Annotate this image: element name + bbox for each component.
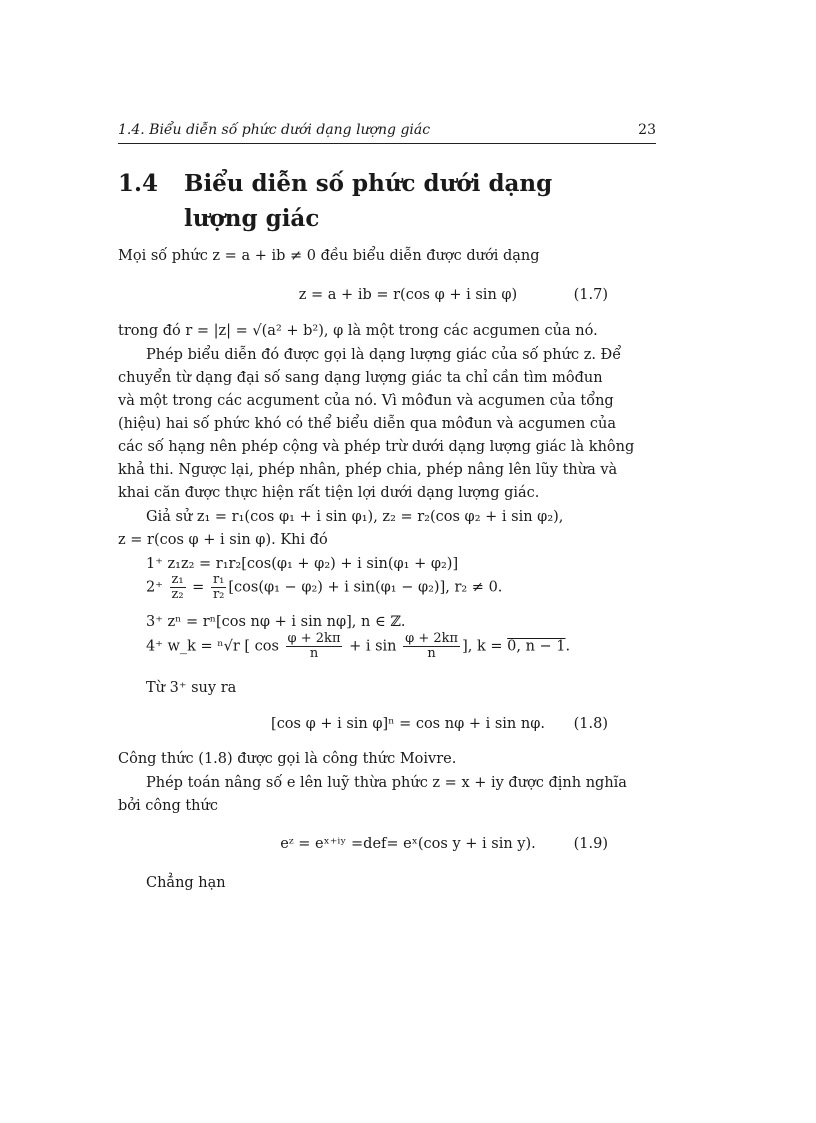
item-label: 2⁺ — [146, 579, 163, 596]
numerator: z₁ — [171, 572, 184, 587]
denominator: n — [309, 646, 319, 661]
paragraph-line: Chẳng hạn — [146, 875, 226, 891]
fraction — [170, 573, 186, 602]
paragraph-line: Phép biểu diễn đó được gọi là dạng lượng giác của số phức z. Để — [146, 347, 622, 363]
item-text: ], k = — [462, 638, 503, 655]
item-label: 4⁺ w_k = ⁿ√r [ cos — [146, 638, 279, 655]
list-item-4: 4⁺ w_k = ⁿ√r [ cos $\frac{\varphi + 2k\pi}{n}$ + i sin $\frac{\varphi + 2k\pi}{n}$ ], k = 0, n − 1. — [146, 631, 571, 661]
equation-number: (1.7) — [573, 287, 608, 303]
section-number: 1.4 — [118, 170, 159, 197]
paragraph-line: Giả sử z₁ = r₁(cos φ₁ + i sin φ₁), z₂ = r₂(cos φ₂ + i sin φ₂), — [146, 509, 564, 525]
paragraph-line: trong đó r = |z| = √(a² + b²), φ là một trong các acgumen của nó. — [118, 323, 598, 339]
paragraph-line: (hiệu) hai số phức khó có thể biểu diễn qua môđun và acgumen của — [118, 416, 616, 432]
denominator: z₂ — [171, 587, 184, 602]
header-rule — [118, 143, 656, 144]
paragraph-line: khai căn được thực hiện rất tiện lợi dưới dạng lượng giác. — [118, 485, 540, 501]
equation-number: (1.9) — [573, 836, 608, 852]
denominator: r₂ — [212, 587, 225, 602]
numerator: φ + 2kπ — [287, 631, 341, 646]
equation-number: (1.8) — [573, 716, 608, 732]
numerator: φ + 2kπ — [405, 631, 459, 646]
item-text: [cos(φ₁ − φ₂) + i sin(φ₁ − φ₂)], r₂ ≠ 0. — [228, 579, 503, 596]
index-range: 0, n − 1 — [507, 638, 566, 655]
paragraph-line: khả thi. Ngược lại, phép nhân, phép chia, phép nâng lên lũy thừa và — [118, 462, 618, 478]
paragraph-line: các số hạng nên phép cộng và phép trừ dưới dạng lượng giác là không — [118, 439, 635, 455]
list-item-1: 1⁺ z₁z₂ = r₁r₂[cos(φ₁ + φ₂) + i sin(φ₁ + φ₂)] — [146, 556, 459, 572]
equation-1-9: eᶻ = eˣ⁺ⁱʸ =def= eˣ(cos y + i sin y). — [280, 836, 536, 852]
denominator: n — [427, 646, 436, 661]
paragraph-line: và một trong các acgument của nó. Vì môđun và acgumen của tổng — [118, 393, 614, 409]
numerator: r₁ — [212, 572, 225, 587]
running-header — [118, 122, 656, 142]
paragraph-line: Công thức (1.8) được gọi là công thức Moivre. — [118, 751, 457, 767]
page-number: 23 — [638, 122, 656, 138]
paragraph-line: Phép toán nâng số e lên luỹ thừa phức z = x + iy được định nghĩa — [146, 775, 627, 791]
item-text: + i sin — [349, 638, 397, 655]
equation-1-8: [cos φ + i sin φ]ⁿ = cos nφ + i sin nφ. — [271, 716, 545, 732]
list-item-3: 3⁺ zⁿ = rⁿ[cos nφ + i sin nφ], n ∈ ℤ. — [146, 614, 406, 630]
paragraph-line: z = r(cos φ + i sin φ). Khi đó — [118, 532, 328, 548]
paragraph-line: chuyển từ dạng đại số sang dạng lượng giác ta chỉ cần tìm môđun — [118, 370, 603, 386]
paragraph-line: bởi công thức — [118, 798, 218, 814]
section-title: Biểu diễn số phức dưới dạng lượng giác — [184, 170, 553, 232]
paragraph-line: Mọi số phức z = a + ib ≠ 0 đều biểu diễn được dưới dạng — [118, 248, 540, 264]
list-item-2: 2⁺ $\frac{\text{z₁}}{\text{z₂}}$ = $\frac{\text{r₁}}{\text{r₂}}$ [cos(φ₁ − φ₂) + i sin(φ₁ − φ₂)], r₂ ≠ 0. — [146, 572, 503, 602]
fraction — [286, 632, 343, 661]
equation-1-7: z = a + ib = r(cos φ + i sin φ) — [298, 287, 518, 303]
running-title: 1.4. Biểu diễn số phức dưới dạng lượng giác — [118, 122, 431, 138]
fraction — [403, 632, 460, 661]
paragraph-line: Từ 3⁺ suy ra — [146, 680, 237, 696]
fraction — [211, 573, 226, 602]
